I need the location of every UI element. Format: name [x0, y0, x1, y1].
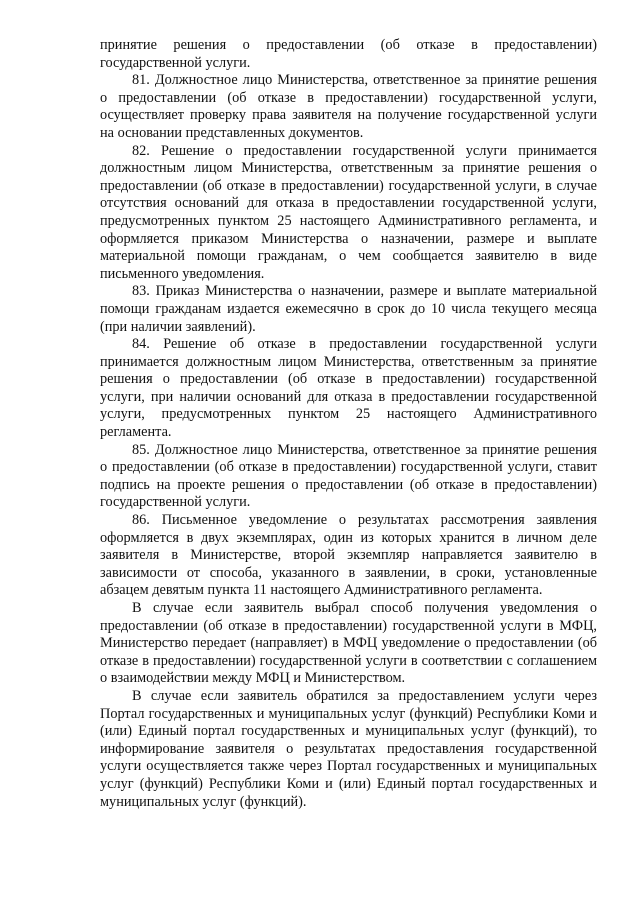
paragraph-81: 81. Должностное лицо Министерства, ответственное за принятие решения о предоставлении (об отказе в предоставлении) государственной услуги, осуществляет проверку права заявителя на получение государственной услуги на основании представленных документов.	[100, 72, 597, 141]
document-page	[100, 37, 597, 811]
paragraph-85: 85. Должностное лицо Министерства, ответственное за принятие решения о предоставлении (об отказе в предоставлении) государственной услуги, ставит подпись на проекте решения о предоставлении (об отказе в предоставлении) государственной услуги.	[100, 441, 597, 511]
paragraph-mfc: В случае если заявитель выбрал способ получения уведомления о предоставлении (об отказе в предоставлении) государственной услуги в МФЦ, Министерство передает (направляет) в МФЦ уведомление о предоставлении (об отказе в предоставлении) государственной услуги в соответствии с соглашением о взаимодействии между МФЦ и Министерством.	[100, 600, 597, 687]
paragraph-86: 86. Письменное уведомление о результатах рассмотрения заявления оформляется в двух экземплярах, один из которых хранится в личном деле заявителя в Министерстве, второй экземпляр направляется заявителю в зависимости от способа, указанного в заявлении, в сроки, установленные абзацем девятым пункта 11 настоящего Административного регламента.	[100, 512, 597, 599]
paragraph-82: 82. Решение о предоставлении государственной услуги принимается должностным лицом Министерства, ответственным за принятие решения о предоставлении (об отказе в предоставлении) государственной услуги, в случае отсутствия оснований для отказа в предоставлении государственной услуги, предусмотренных пунктом 25 настоящего Административного регламента, и оформляется приказом Министерства о назначении, размере и выплате материальной помощи гражданам, о чем сообщается заявителю в виде письменного уведомления.	[100, 142, 597, 282]
paragraph-84: 84. Решение об отказе в предоставлении государственной услуги принимается должностным лицом Министерства, ответственным за принятие решения о предоставлении (об отказе в предоставлении) государственной услуги, при наличии оснований для отказа в предоставлении государственной услуги, предусмотренных пунктом 25 настоящего Административного регламента.	[100, 336, 597, 441]
paragraph-continuation: принятие решения о предоставлении (об отказе в предоставлении) государственной услуги.	[100, 37, 597, 71]
paragraph-83: 83. Приказ Министерства о назначении, размере и выплате материальной помощи гражданам издается ежемесячно в срок до 10 числа текущего месяца (при наличии заявлений).	[100, 283, 597, 335]
paragraph-portal: В случае если заявитель обратился за предоставлением услуги через Портал государственных и муниципальных услуг (функций) Республики Коми и (или) Единый портал государственных и муниципальных услуг (функций), то информирование заявителя о результатах предоставления государственной услуги осуществляется также через Портал государственных и муниципальных услуг (функций) Республики Коми и (или) Единый портал государственных и муниципальных услуг (функций).	[100, 687, 597, 810]
